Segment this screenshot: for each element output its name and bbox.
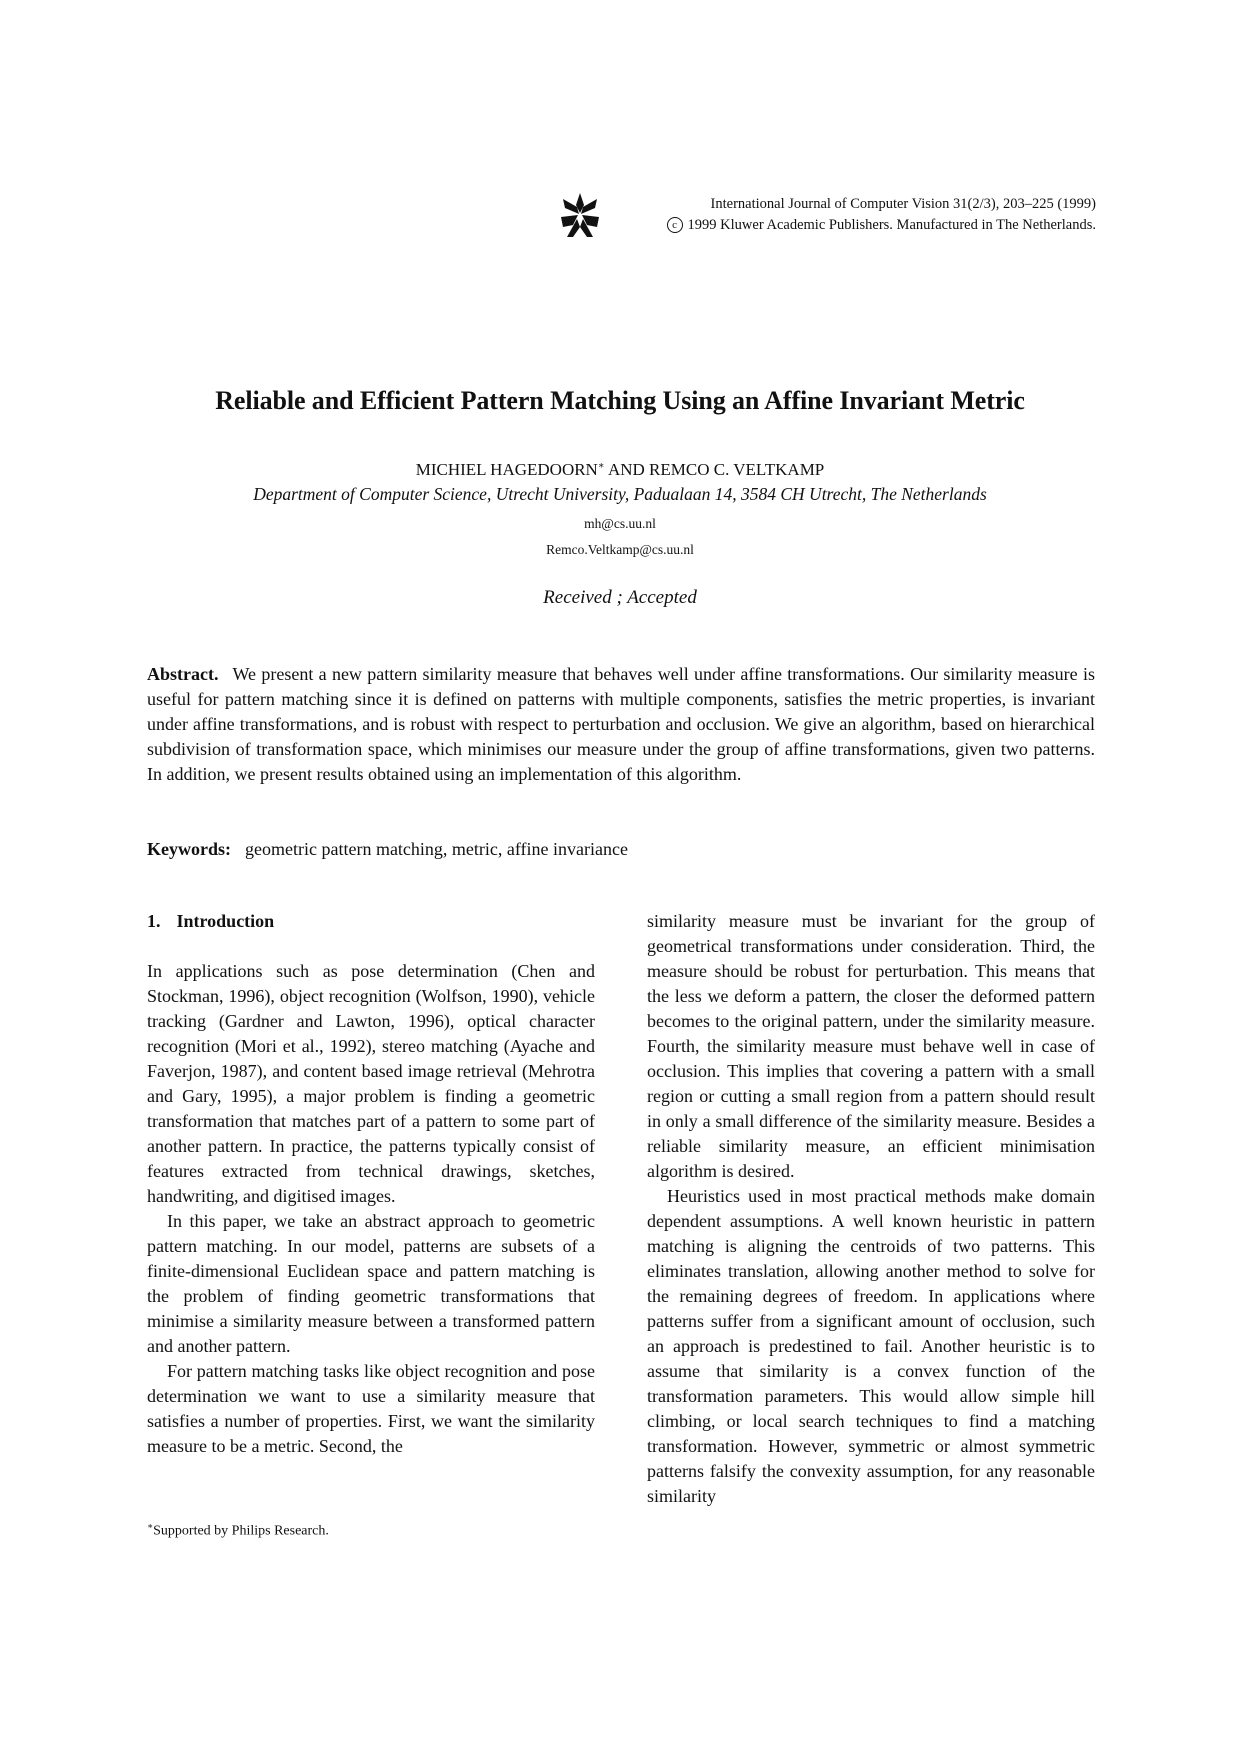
section-heading xyxy=(147,909,595,934)
paper-title: Reliable and Efficient Pattern Matching Using an Affine Invariant Metric xyxy=(215,386,1025,415)
abstract xyxy=(147,662,1095,787)
affiliation: Department of Computer Science, Utrecht University, Padualaan 14, 3584 CH Utrecht, The Netherlands xyxy=(253,484,987,504)
keywords-label: Keywords: xyxy=(147,839,231,859)
body-paragraph: In this paper, we take an abstract approach to geometric pattern matching. In our model, patterns are subsets of a finite-dimensional Euclidean space and pattern matching is the problem of finding geometric transformations that minimise a similarity measure between a transformed pattern and another pattern. xyxy=(147,1211,595,1356)
keywords-text: geometric pattern matching, metric, affine invariance xyxy=(245,839,628,859)
body-paragraph: similarity measure must be invariant for the group of geometrical transformations under consideration. Third, the measure should be robust for perturbation. This means that the less we deform a pattern, the closer the deformed pattern becomes to the original pattern, under the similarity measure. Fourth, the similarity measure must behave well in case of occlusion. This implies that covering a pattern with a small region or cutting a small region from a pattern should result in only a small difference of the similarity measure. Besides a reliable similarity measure, an efficient minimisation algorithm is desired. xyxy=(647,911,1095,1181)
author-name-rest: AND REMCO C. VELTKAMP xyxy=(604,460,825,479)
publisher-logo-icon xyxy=(561,193,599,237)
journal-header xyxy=(561,193,1096,241)
journal-citation: International Journal of Computer Vision 31(2/3), 203–225 (1999) xyxy=(710,196,1096,212)
body-paragraph: For pattern matching tasks like object recognition and pose determination we want to use a similarity measure that satisfies a number of properties. First, we want the similarity measure to be a metric. Second, the xyxy=(147,1361,595,1456)
author-email: mh@cs.uu.nl xyxy=(584,516,656,531)
left-column xyxy=(147,909,595,1459)
footnote xyxy=(147,1521,329,1540)
copyright-icon: c xyxy=(667,217,683,233)
received-accepted: Received ; Accepted xyxy=(543,587,697,608)
author-email: Remco.Veltkamp@cs.uu.nl xyxy=(546,542,694,557)
body-paragraph: In applications such as pose determination (Chen and Stockman, 1996), object recognition (Wolfson, 1990), vehicle tracking (Gardner and Lawton, 1996), optical character recognition (Mori et al., 1992), stereo matching (Ayache and Faverjon, 1987), and content based image retrieval (Mehrotra and Gary, 1995), a major problem is finding a geometric transformation that matches part of a pattern to some part of another pattern. In practice, the patterns typically consist of features extracted from technical drawings, sketches, handwriting, and digitised images. xyxy=(147,961,595,1206)
author-name: MICHIEL HAGEDOORN xyxy=(415,460,598,479)
body-paragraph: Heuristics used in most practical methods make domain dependent assumptions. A well known heuristic in pattern matching is aligning the centroids of two patterns. This eliminates translation, allowing another method to solve for the remaining degrees of freedom. In applications where patterns suffer from a significant amount of occlusion, such an approach is predestined to fail. Another heuristic is to assume that similarity is a convex function of the transformation parameters. This would allow simple hill climbing, or local search techniques to find a matching transformation. However, symmetric or almost symmetric patterns falsify the convexity assumption, for any reasonable similarity xyxy=(647,1186,1095,1506)
section-title: Introduction xyxy=(176,911,275,931)
copyright-text: 1999 Kluwer Academic Publishers. Manufactured in The Netherlands. xyxy=(687,217,1096,233)
abstract-text: We present a new pattern similarity measure that behaves well under affine transformations. Our similarity measure is useful for pattern matching since it is defined on patterns with multiple components, satisfies the metric properties, is invariant under affine transformations, and is robust with respect to perturbation and occlusion. We give an algorithm, based on hierarchical subdivision of transformation space, which minimises our measure under the group of affine transformations, given two patterns. In addition, we present results obtained using an implementation of this algorithm. xyxy=(147,664,1095,784)
section-number: 1. xyxy=(147,911,161,931)
author-footnote-mark: ∗ xyxy=(597,460,605,472)
right-column xyxy=(647,909,1095,1509)
copyright-notice xyxy=(667,214,1096,236)
footnote-mark: ∗ xyxy=(147,1521,154,1531)
author-list xyxy=(0,460,1240,480)
keywords xyxy=(147,837,1095,862)
footnote-text: Supported by Philips Research. xyxy=(153,1523,329,1539)
abstract-label: Abstract. xyxy=(147,664,219,684)
